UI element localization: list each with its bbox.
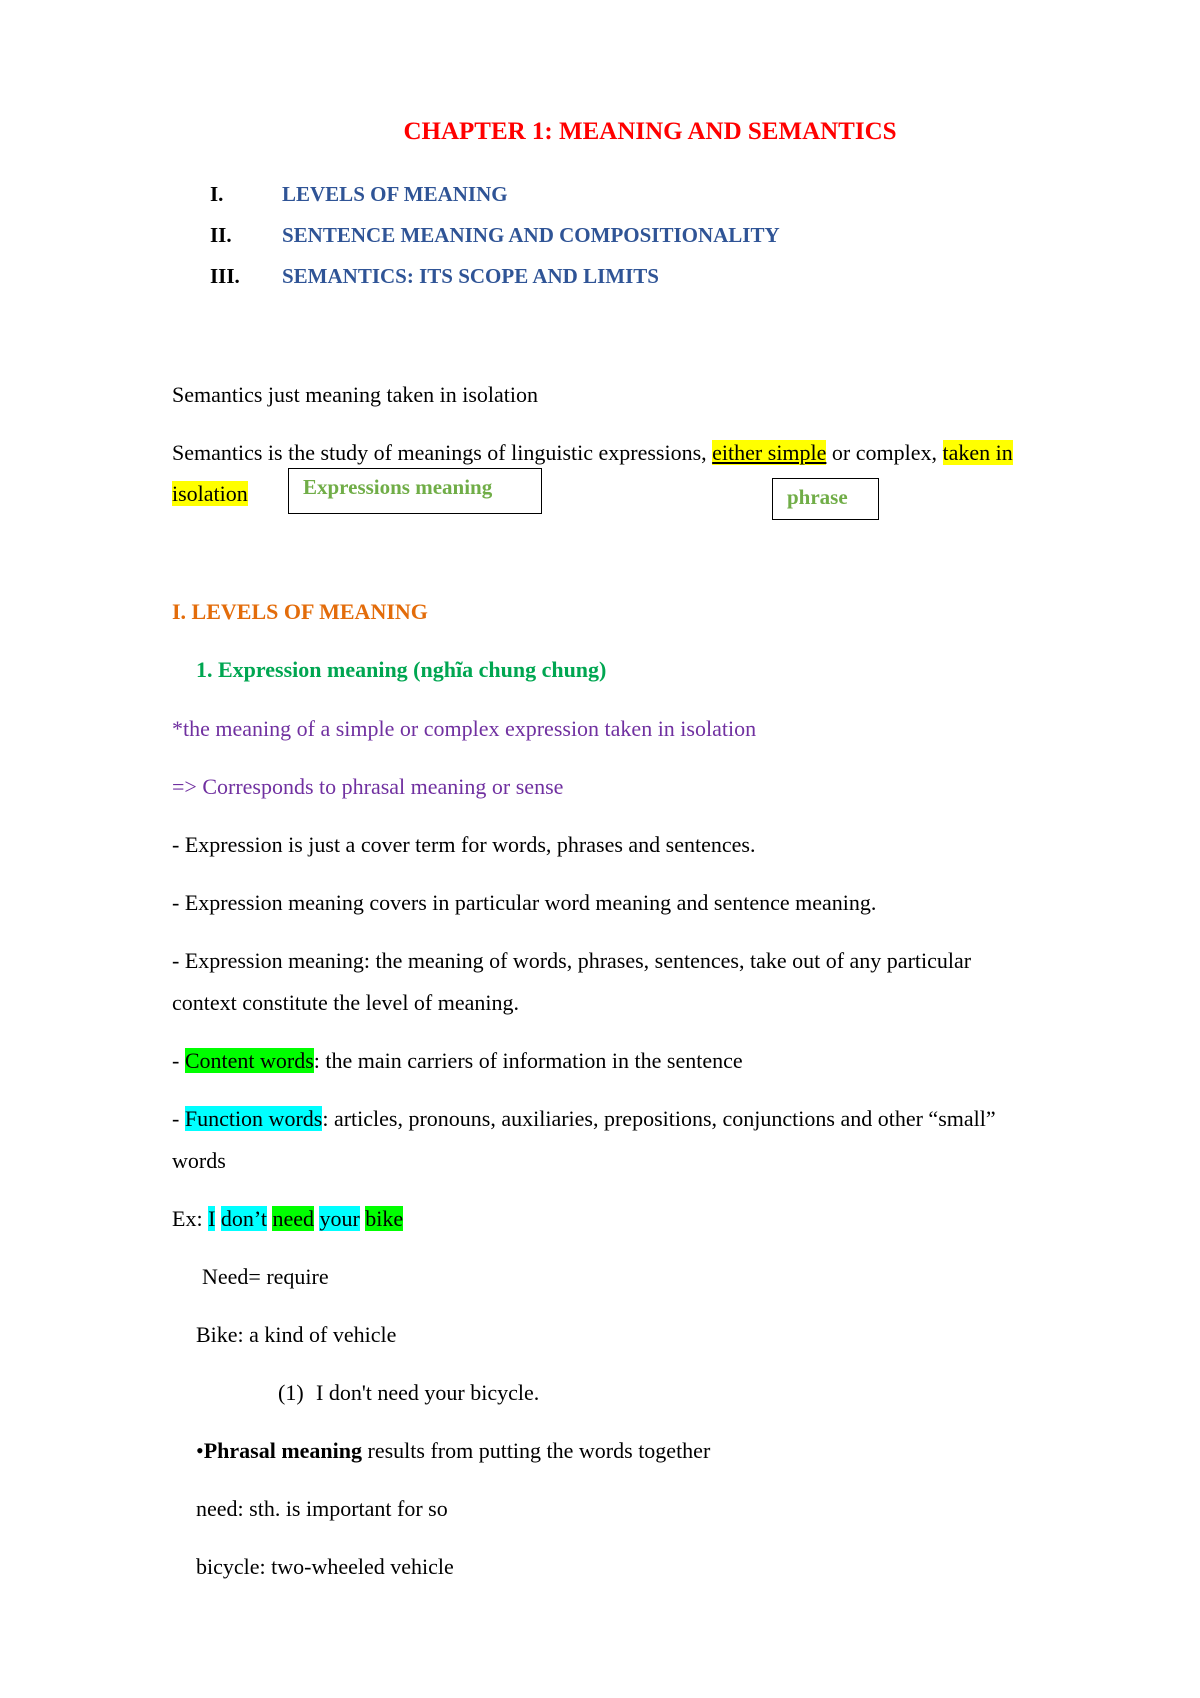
example-word-need: need: [272, 1206, 314, 1231]
section-heading-levels: I. LEVELS OF MEANING: [172, 599, 428, 624]
phrasal-meaning-line: [196, 1438, 710, 1464]
bike-definition: Bike: a kind of vehicle: [196, 1322, 397, 1347]
intro-line-3: [172, 481, 248, 507]
sentence-number: (1): [278, 1380, 304, 1405]
phrase-box: phrase: [772, 478, 879, 520]
example-word-dont: don’t: [220, 1206, 267, 1231]
arrow-line: => Corresponds to phrasal meaning or sense: [172, 774, 564, 799]
chapter-title: CHAPTER 1: MEANING AND SEMANTICS: [403, 118, 897, 145]
function-words-line: [172, 1106, 996, 1132]
highlight-taken-in: taken in: [942, 440, 1013, 465]
example-word-bike: bike: [365, 1206, 404, 1231]
content-words-dash: -: [172, 1048, 185, 1073]
bullet-cover-term: - Expression is just a cover term for words, phrases and sentences.: [172, 832, 756, 857]
toc-num-2: II.: [210, 223, 232, 247]
bullet-meaning-line-2: context constitute the level of meaning.: [172, 990, 520, 1015]
toc-item-2: SENTENCE MEANING AND COMPOSITIONALITY: [282, 223, 780, 247]
toc-num-1: I.: [210, 182, 224, 206]
toc-item-3: SEMANTICS: ITS SCOPE AND LIMITS: [282, 264, 659, 288]
example-label: Ex:: [172, 1206, 209, 1231]
highlight-isolation: isolation: [172, 481, 248, 506]
example-sentence: I don't need your bicycle.: [316, 1380, 540, 1405]
phrasal-meaning-term: Phrasal meaning: [203, 1438, 362, 1463]
bullet-covers: - Expression meaning covers in particular word meaning and sentence meaning.: [172, 890, 877, 915]
content-words-line: [172, 1048, 743, 1074]
example-word-your: your: [319, 1206, 360, 1231]
function-words-term: Function words: [184, 1106, 323, 1131]
intro-line-2: [172, 440, 1013, 466]
need-sense-line: need: sth. is important for so: [196, 1496, 448, 1521]
function-words-desc: : articles, pronouns, auxiliaries, prepositions, conjunctions and other “small”: [322, 1106, 996, 1131]
phrasal-meaning-desc: results from putting the words together: [362, 1438, 711, 1463]
function-words-line-2: words: [172, 1148, 226, 1173]
example-line: [172, 1206, 403, 1232]
definition-line: *the meaning of a simple or complex expression taken in isolation: [172, 716, 757, 741]
function-words-dash: -: [172, 1106, 185, 1131]
bullet-dot: •: [196, 1438, 204, 1463]
intro-line-1: Semantics just meaning taken in isolation: [172, 382, 538, 407]
example-word-i: I: [208, 1206, 216, 1231]
bicycle-sense-line: bicycle: two-wheeled vehicle: [196, 1554, 454, 1579]
content-words-desc: : the main carriers of information in the sentence: [313, 1048, 743, 1073]
expressions-meaning-box: Expressions meaning: [288, 468, 542, 514]
need-definition: Need= require: [202, 1264, 329, 1289]
bullet-meaning-line-1: - Expression meaning: the meaning of words, phrases, sentences, take out of any particular: [172, 948, 972, 973]
highlight-either-simple: either simple: [712, 440, 827, 465]
intro-text-c: or complex,: [826, 440, 943, 465]
subheading-expression-meaning: 1. Expression meaning (nghĩa chung chung): [196, 657, 607, 682]
intro-text-a: Semantics is the study of meanings of linguistic expressions,: [172, 440, 713, 465]
content-words-term: Content words: [184, 1048, 314, 1073]
toc-num-3: III.: [210, 264, 240, 288]
toc-item-1: LEVELS OF MEANING: [282, 182, 508, 206]
